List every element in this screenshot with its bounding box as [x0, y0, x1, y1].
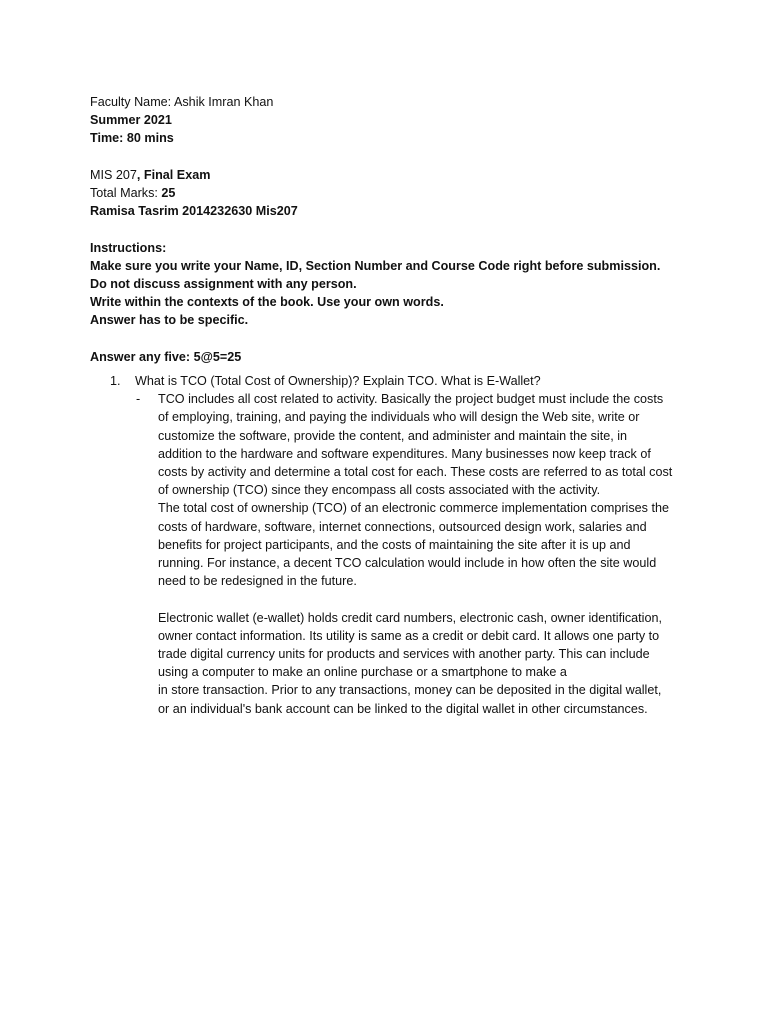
total-marks	[90, 184, 690, 202]
instruction-line: Answer has to be specific.	[90, 313, 249, 328]
student-info: Ramisa Tasrim 2014232630 Mis207	[90, 204, 298, 219]
term: Summer 2021	[90, 113, 172, 128]
answer-line: of employing, training, and paying the individuals who will design the Web site, write or	[158, 410, 640, 425]
answer-1	[90, 390, 690, 718]
instruction-line: Do not discuss assignment with any person.	[90, 277, 357, 291]
answer-line: TCO includes all cost related to activity. Basically the project budget must include the costs	[158, 392, 664, 407]
course-code: MIS 207	[90, 167, 137, 182]
spacer	[90, 148, 690, 166]
spacer	[90, 330, 690, 348]
spacer	[90, 220, 690, 238]
answer-line: need to be redesigned in the future.	[158, 574, 357, 589]
answer-rule: Answer any five: 5@5=25	[90, 349, 242, 364]
question-number: 1.	[110, 374, 121, 388]
total-marks-label: Total Marks:	[90, 186, 162, 200]
answer-paragraph-tco	[158, 390, 690, 590]
exam-time: Time: 80 mins	[90, 131, 174, 146]
answer-line: in store transaction. Prior to any transactions, money can be deposited in the digital wallet,	[158, 683, 662, 698]
answer-line: addition to the hardware and software expenditures. Many businesses now keep track of	[158, 446, 651, 461]
answer-line: trade digital currency units for products and services with another party. This can include	[158, 647, 650, 662]
answer-paragraph-ewallet	[158, 609, 690, 718]
answer-line: or an individual's bank account can be linked to the digital wallet in other circumstances.	[158, 701, 648, 716]
answer-line: costs by activity and determine a total cost for each. These costs are referred to as total cost	[158, 465, 673, 480]
answer-line: Electronic wallet (e-wallet) holds credit card numbers, electronic cash, owner identification,	[158, 610, 662, 625]
total-marks-value: 25	[161, 186, 176, 200]
answer-line: using a computer to make an online purchase or a smartphone to make a	[158, 665, 567, 680]
question-text: What is TCO (Total Cost of Ownership)? Explain TCO. What is E-Wallet?	[135, 374, 541, 388]
answer-line: benefits for project participants, and the costs of maintaining the site after it is up and	[158, 537, 631, 552]
answer-line: costs of hardware, software, internet connections, outsourced design work, salaries and	[158, 519, 647, 534]
instructions-title: Instructions:	[90, 240, 167, 255]
bullet-dash: -	[136, 392, 141, 407]
instruction-line: Make sure you write your Name, ID, Section Number and Course Code right before submission.	[90, 258, 661, 273]
document-body	[90, 93, 690, 718]
spacer	[158, 590, 690, 608]
answer-line: owner contact information. Its utility is same as a credit or debit card. It allows one party to	[158, 628, 660, 643]
faculty-name: Faculty Name: Ashik Imran Khan	[90, 95, 274, 109]
course-line	[90, 166, 690, 184]
answer-line: The total cost of ownership (TCO) of an electronic commerce implementation comprises the	[158, 501, 669, 516]
answer-line: running. For instance, a decent TCO calculation would include in how often the site would	[158, 556, 657, 571]
question-1	[90, 372, 690, 390]
instruction-line: Write within the contexts of the book. Use your own words.	[90, 295, 444, 310]
exam-name: , Final Exam	[136, 167, 211, 182]
answer-line: of ownership (TCO) since they encompass all costs associated with the activity.	[158, 483, 601, 498]
answer-line: customize the software, provide the content, and administer and maintain the site, in	[158, 428, 628, 443]
